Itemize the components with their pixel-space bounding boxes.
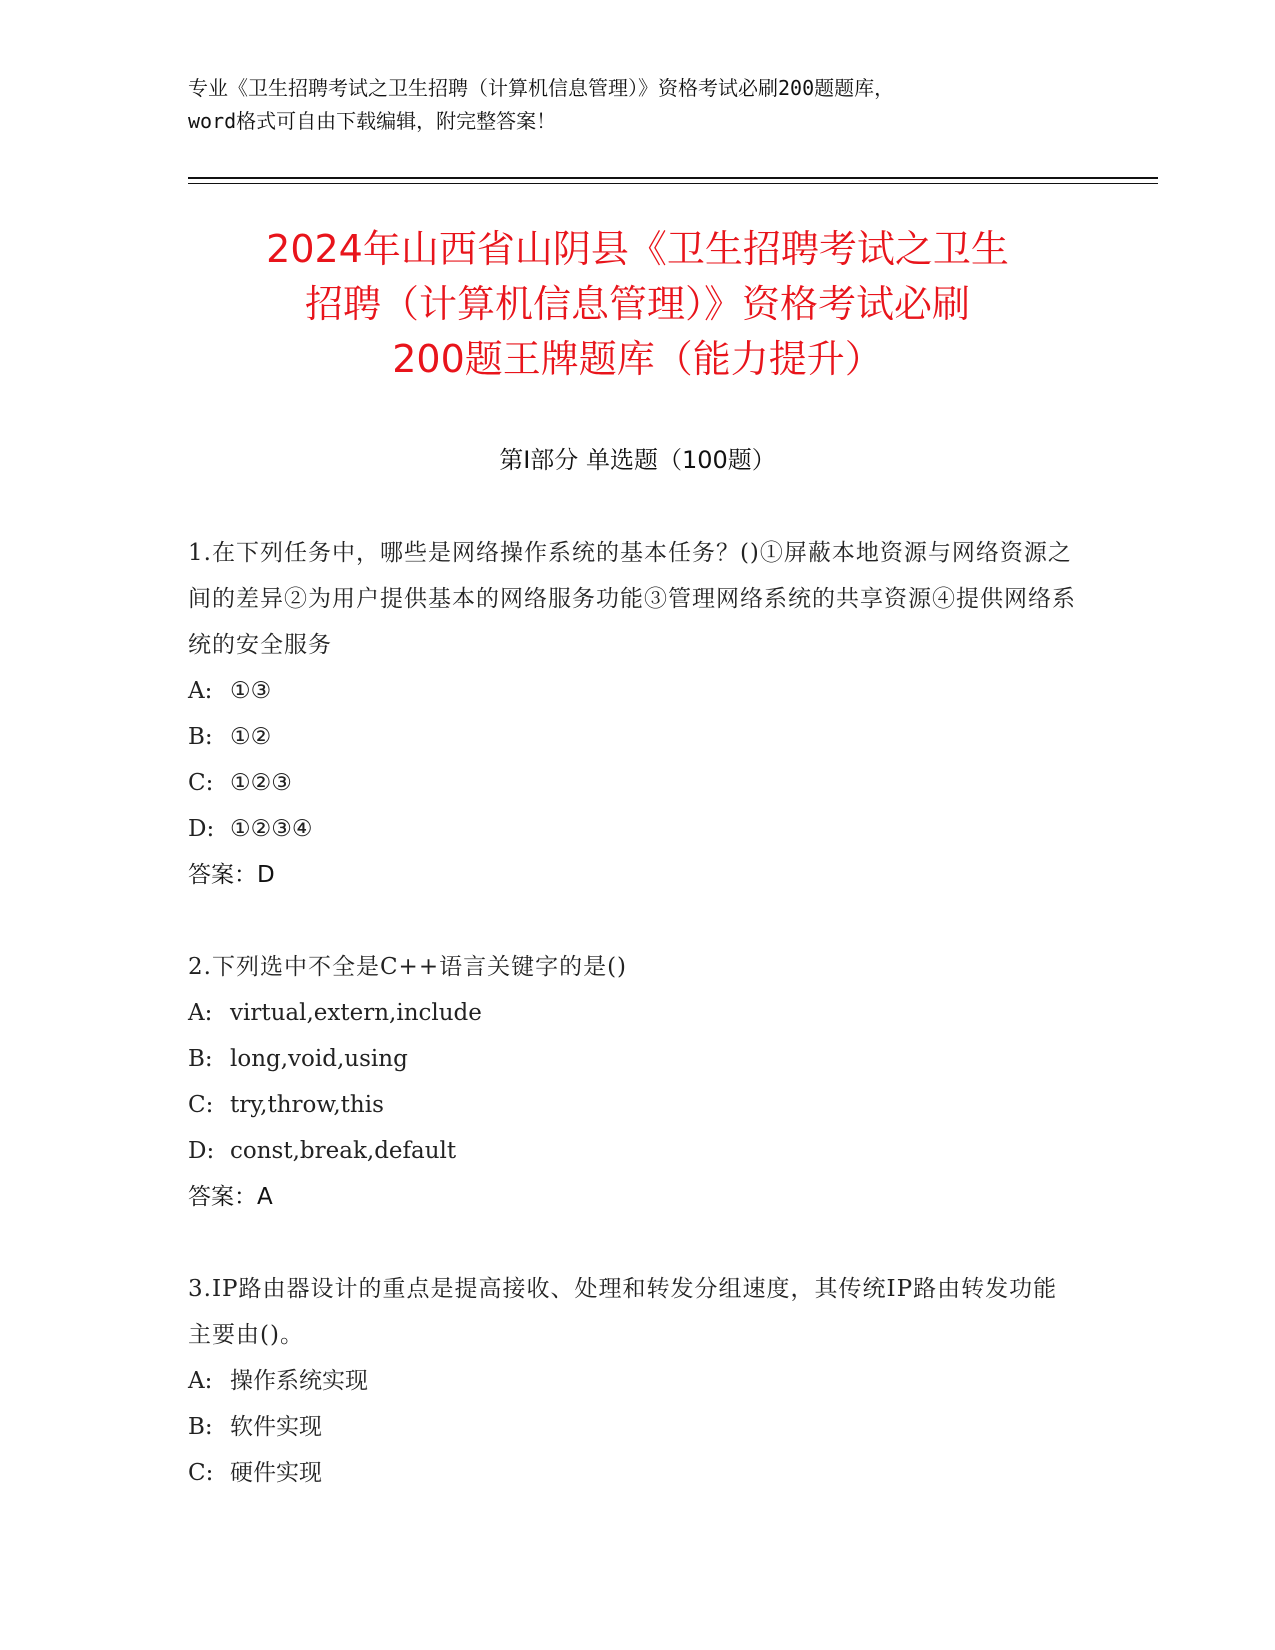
option-d — [188, 806, 1078, 852]
section-heading: 第I部分 单选题（100题） — [499, 446, 776, 474]
option-letter: C: — [188, 770, 214, 796]
option-a — [188, 1358, 1078, 1404]
option-letter: A: — [188, 1368, 213, 1394]
answer-line: 答案：D — [188, 862, 275, 888]
option-c — [188, 1082, 1078, 1128]
option-text: ①③ — [230, 678, 272, 704]
option-letter: D: — [188, 1138, 215, 1164]
option-b — [188, 1404, 1078, 1450]
header-note-line-2: word格式可自由下载编辑，附完整答案！ — [188, 109, 557, 133]
option-c — [188, 760, 1078, 806]
option-text: ①②③ — [230, 770, 292, 796]
option-letter: A: — [188, 1000, 213, 1026]
option-letter: C: — [188, 1092, 214, 1118]
option-letter: B: — [188, 1046, 213, 1072]
option-text: virtual,extern,include — [230, 1000, 482, 1026]
question-list — [188, 530, 1078, 1542]
option-text: long,void,using — [230, 1046, 408, 1072]
question-stem: 1.在下列任务中，哪些是网络操作系统的基本任务？()①屏蔽本地资源与网络资源之间的差异②为用户提供基本的网络服务功能③管理网络系统的共享资源④提供网络系统的安全服务 — [188, 540, 1076, 658]
header-note-line-1: 专业《卫生招聘考试之卫生招聘（计算机信息管理）》资格考试必刷200题题库， — [188, 76, 895, 100]
option-letter: B: — [188, 1414, 213, 1440]
option-text: ①② — [230, 724, 272, 750]
option-c — [188, 1450, 1078, 1496]
question-1 — [188, 530, 1078, 898]
option-a — [188, 990, 1078, 1036]
title-line-2: 招聘（计算机信息管理）》资格考试必刷 — [304, 282, 970, 326]
option-d — [188, 1128, 1078, 1174]
answer-line: 答案：A — [188, 1184, 273, 1210]
option-text: 软件实现 — [230, 1414, 322, 1440]
option-text: 操作系统实现 — [230, 1368, 368, 1394]
option-letter: B: — [188, 724, 213, 750]
question-3 — [188, 1266, 1078, 1496]
title-line-1: 2024年山西省山阴县《卫生招聘考试之卫生 — [266, 227, 1009, 271]
option-text: const,break,default — [230, 1138, 457, 1164]
header-divider-thin — [188, 183, 1158, 184]
question-stem: 2.下列选中不全是C++语言关键字的是() — [188, 954, 628, 980]
option-b — [188, 714, 1078, 760]
option-a — [188, 668, 1078, 714]
option-letter: D: — [188, 816, 215, 842]
title-line-3: 200题王牌题库（能力提升） — [392, 337, 883, 381]
header-note — [188, 72, 1088, 138]
option-text: 硬件实现 — [230, 1460, 322, 1486]
question-stem: 3.IP路由器设计的重点是提高接收、处理和转发分组速度，其传统IP路由转发功能主要由()。 — [188, 1276, 1058, 1348]
option-text: try,throw,this — [230, 1092, 384, 1118]
header-divider — [188, 177, 1158, 179]
option-b — [188, 1036, 1078, 1082]
document-title — [150, 222, 1125, 387]
question-2 — [188, 944, 1078, 1220]
option-letter: A: — [188, 678, 213, 704]
option-letter: C: — [188, 1460, 214, 1486]
option-text: ①②③④ — [230, 816, 313, 842]
